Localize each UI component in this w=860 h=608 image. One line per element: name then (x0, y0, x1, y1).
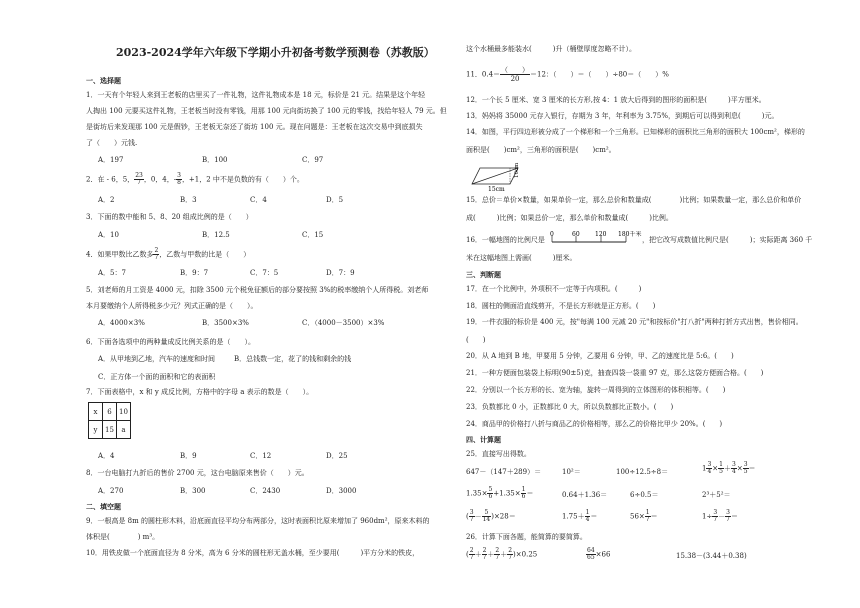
option: C．12 (250, 452, 272, 460)
question-text: 23．负数都比 0 小，正数都比 0 大，所以负数都比正数小。( ) (466, 403, 674, 411)
question-text: 16．一幅地图的比例尺是 (466, 236, 545, 244)
height-label: 10cm (514, 162, 520, 178)
question-text: 人掏出 100 元要买这件礼物，王老板当时没有零钱，用那 100 元向街坊换了 100 元的零钱，找给年轻人 79 元。但 (86, 107, 447, 115)
option: A．5：7 (98, 269, 126, 277)
question-text: 面积是( )cm²，三角形的面积是( )cm²。 (466, 146, 616, 154)
parallelogram-figure (466, 162, 526, 192)
option: A．10 (98, 231, 119, 239)
option: B．3 (180, 196, 197, 204)
calc-item: 15.38－(3.44＋0.38) (676, 552, 747, 560)
question-text: 19．一件衣服的标价是 400 元，按"每满 100 元减 20 元"和按标价"打八折"两种打折方式出售，售价相同。 (466, 318, 803, 326)
table-cell: 6 (103, 403, 117, 421)
option: C．2430 (250, 487, 281, 495)
option: C．4 (250, 196, 267, 204)
option: A．197 (98, 156, 124, 164)
question-text: 4．如果甲数比乙数多 $\frac{2}{7}$ ，乙数与甲数的比是（ ） (86, 247, 251, 261)
question-text: 13．妈妈将 35000 元存入银行，存期为 3 年，年利率为 3.75%，到期后可以得到利息( )元。 (466, 112, 779, 120)
question-text: 2．在 - 6，5， $\frac{23}{7}$ ，0，4，- $\frac{3}{8}$ ，+1，2 中不是负数的有（ ）个。 (86, 172, 304, 186)
table-cell: 10 (117, 403, 131, 421)
question-text: 了（ ）元钱. (86, 139, 138, 147)
calc-item: 100÷12.5÷8＝ (616, 468, 669, 476)
question-text: 26．计算下面各题，能简算的要简算。 (466, 533, 587, 541)
question-text: 25．直接写出得数。 (466, 450, 531, 458)
section-heading: 四、计算题 (466, 435, 501, 444)
calc-item: 56× $\frac{1}{7}$ ＝ (630, 509, 658, 523)
table-cell: a (117, 421, 131, 439)
scale-bar (548, 231, 644, 245)
calc-item: 10²＝ (562, 468, 581, 476)
option: B．300 (180, 487, 206, 495)
page-title: 2023-2024学年六年级下学期小升初备考数学预测卷（苏教版） (116, 46, 435, 59)
question-text: 米在这幅地图上需画( )厘米。 (466, 254, 577, 262)
option: A．2 (98, 196, 115, 204)
question-text: 18．圆柱的侧面沿直线剪开，不是长方形就是正方形。( ) (466, 302, 656, 310)
option: C．97 (302, 156, 324, 164)
option: A．4000×3% (98, 319, 145, 327)
option: A．270 (98, 487, 124, 495)
question-text: ，把它改写成数值比例尺是( )；实际距离 360 千 (642, 236, 813, 244)
scale-tick: 120 (595, 231, 607, 238)
option: D．7：9 (326, 269, 355, 277)
question-text: 体积是( ) m³。 (86, 533, 160, 541)
question-text: 12．一个长 5 厘米、宽 3 厘米的长方形,按 4：1 放大后得到的图形的面积是( )平方厘米。 (466, 96, 766, 104)
option: C．正方体一个面的面积和它的表面积 (98, 373, 216, 381)
scale-tick: 180千米 (618, 231, 642, 238)
calc-item: 1.75＋ $\frac{1}{4}$ ＝ (562, 509, 598, 523)
calc-item: $\frac{64}{65}$ ×66 (587, 547, 611, 561)
question-text: 5．刘老师的月工资是 4000 元，扣除 3500 元个税免征额后的部分要按照 3%的税率缴纳个人所得税。刘老师 (86, 286, 429, 294)
question-text: 成( )比例；如果总价一定，那么单价和数量成( )比例。 (466, 214, 673, 222)
calc-item: 1 $\frac{3}{4}$ × $\frac{1}{5}$ ＋ $\frac{3}{4}$ × $\frac{3}{5}$ ＝ (702, 461, 756, 475)
option: B．3500×3% (202, 319, 249, 327)
question-text: 24．商品甲的价格打八折与商品乙的价格相等，那么乙的价格比甲少 20%。( ) (466, 420, 723, 428)
question-text: 20．从 A 地到 B 地，甲要用 5 分钟，乙要用 6 分钟，甲、乙的速度比是 5:6。( ) (466, 352, 734, 360)
scale-tick: 0 (550, 231, 554, 238)
table-cell: y (89, 421, 103, 439)
section-heading: 二、填空题 (86, 502, 121, 511)
scale-tick: 60 (572, 231, 580, 238)
option: C．7：5 (250, 269, 279, 277)
option: A．从甲地到乙地，汽车的速度和时间 (98, 355, 216, 363)
calc-item: 0.64＋1.36＝ (562, 491, 608, 499)
question-text: 3．下面的数中能和 5、8、20 组成比例的是（ ） (86, 213, 253, 221)
question-text: 14．如图，平行四边形被分成了一个梯形和一个三角形。已知梯形的面积比三角形的面积大 100cm²，梯形的 (466, 128, 805, 136)
calc-item: 1÷ $\frac{3}{7}$ － $\frac{3}{7}$ ＝ (702, 509, 738, 523)
calc-item: 2³＋5²＝ (702, 491, 731, 499)
question-text: 是街坊后来发现那 100 元是假钞，王老板无奈还了街坊 100 元。现在问题是：王老板在这次交易中到底损失 (86, 123, 423, 131)
option: B．9 (180, 452, 197, 460)
option: A．4 (98, 452, 115, 460)
table-cell: 15 (103, 421, 117, 439)
section-heading: 一、选择题 (86, 76, 121, 85)
calc-item: 6÷0.5＝ (630, 491, 659, 499)
option: D．3000 (326, 487, 357, 495)
option: B．100 (202, 156, 228, 164)
question-text: 本月要缴纳个人所得税多少元？列式正确的是（ ）。 (86, 302, 258, 310)
option: C．（4000－3500）×3% (302, 319, 385, 327)
question-text: 1．一天有个年轻人来到王老板的店里买了一件礼物，这件礼物成本是 18 元，标价是 21 元。结果是这个年轻 (86, 91, 426, 99)
calc-item: 1.35× $\frac{5}{6}$ +1.35× $\frac{1}{6}$ ＝ (466, 486, 534, 500)
question-text: 21．一种方便面包装袋上标明(90±5)克，抽查四袋一袋重 97 克，那么这袋方便面合格。( ) (466, 369, 764, 377)
question-text: ( ) (466, 336, 486, 344)
question-text: 7．下面表格中，x 和 y 成反比例，方格中的字母 a 表示的数是（ ）。 (86, 388, 314, 396)
option: D．5 (326, 196, 344, 204)
option: C．15 (302, 231, 324, 239)
question-text: 9．一根高是 8m 的圆柱形木料，沿底面直径平均分布两部分，这时表面积比原来增加了 960dm²，原来木料的 (86, 517, 430, 525)
question-text: 15．总价＝单价×数量，如果单价一定，那么总价和数量成( )比例；如果数量一定，那么总价和单价 (466, 196, 802, 204)
question-text: 10．用铁皮做一个底面直径为 8 分米，高为 6 分米的圆柱形无盖水桶，至少要用( )平方分米的铁皮， (86, 549, 420, 557)
section-heading: 三、判断题 (466, 270, 501, 279)
xy-table (88, 402, 131, 439)
option: D．25 (326, 452, 348, 460)
option: B．总钱数一定，花了的钱和剩余的钱 (234, 355, 352, 363)
option: B．12.5 (202, 231, 230, 239)
calc-item: ( $\frac{2}{7}$ ＋ $\frac{2}{7}$ ＋ $\frac{2}{7}$ ＋ $\frac{2}{7}$ )×0.25 (466, 547, 538, 561)
calc-item: ( $\frac{3}{7}$ － $\frac{5}{14}$ )×28＝ (466, 509, 516, 523)
question-text: 6．下面各选项中的两种量成反比例关系的是（ ）。 (86, 338, 255, 346)
question-text: 17．在一个比例中，外项积不一定等于内项积。( ) (466, 285, 642, 293)
width-label: 15cm (488, 186, 505, 192)
table-cell: x (89, 403, 103, 421)
question-text: 这个水桶最多能装水( )升（桶壁厚度忽略不计）。 (466, 45, 636, 53)
option: B．9：7 (180, 269, 209, 277)
calc-item: 647－（147＋289）＝ (466, 468, 542, 476)
question-text: 22．分别以一个长方形的长、宽为轴，旋转一周得到的立体图形的体积相等。( ) (466, 386, 726, 394)
question-text: 8．一台电脑打九折后的售价 2700 元，这台电脑原来售价（ ）元。 (86, 469, 309, 477)
question-text: 11．0.4＝ $\frac{( )}{20}$ ＝12：（ ）＝（ ）÷80＝（ ）% (466, 66, 669, 83)
